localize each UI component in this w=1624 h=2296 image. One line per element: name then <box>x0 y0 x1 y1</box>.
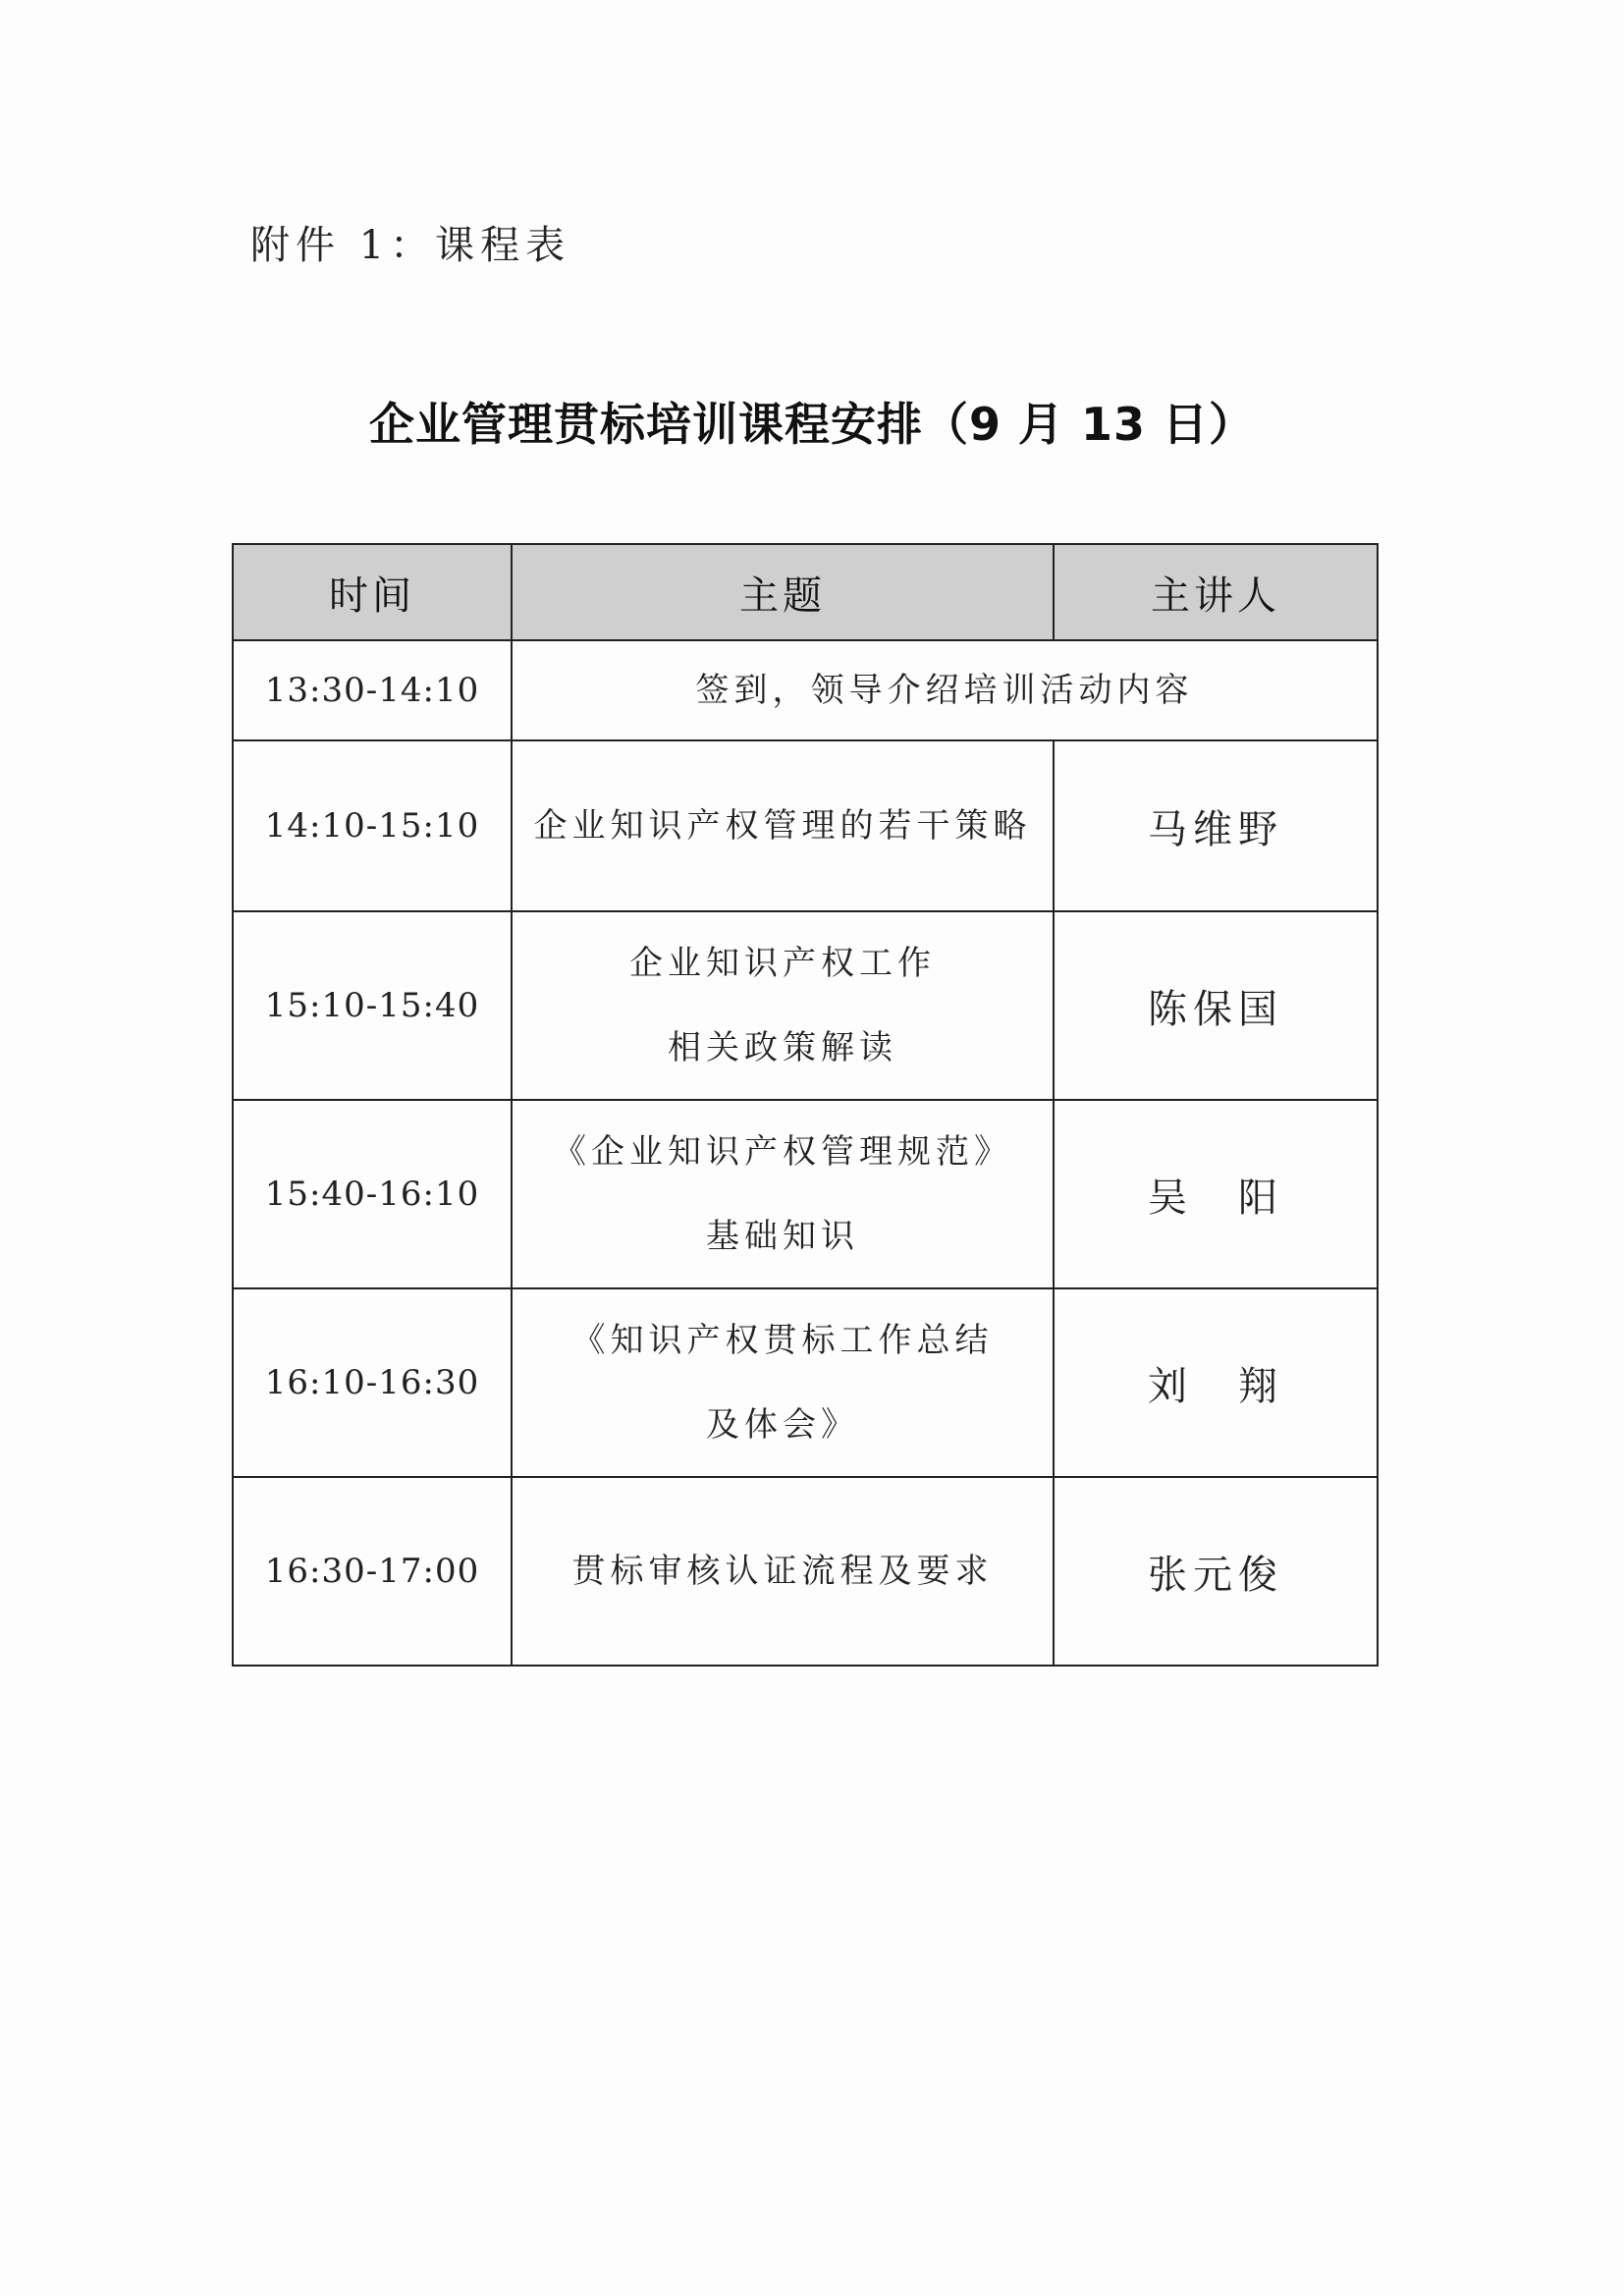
table-header-row <box>233 544 1378 640</box>
table-row <box>233 740 1378 911</box>
topic-cell <box>512 1100 1054 1288</box>
topic-line: 《企业知识产权管理规范》 <box>553 1132 1012 1172</box>
speaker-cell: 陈保国 <box>1054 911 1378 1100</box>
table-row <box>233 1288 1378 1477</box>
topic-line: 相关政策解读 <box>668 1028 897 1067</box>
table-row <box>233 640 1378 740</box>
speaker-cell: 张元俊 <box>1054 1477 1378 1666</box>
topic-line: 签到，领导介绍培训活动内容 <box>695 671 1194 710</box>
header-time: 时间 <box>233 544 512 640</box>
time-cell: 15:40-16:10 <box>233 1100 512 1288</box>
header-speaker: 主讲人 <box>1054 544 1378 640</box>
time-cell: 14:10-15:10 <box>233 740 512 911</box>
topic-line: 基础知识 <box>706 1217 859 1256</box>
topic-line: 贯标审核认证流程及要求 <box>571 1552 994 1591</box>
topic-cell <box>512 640 1378 740</box>
topic-cell <box>512 740 1054 911</box>
speaker-cell: 刘 翔 <box>1054 1288 1378 1477</box>
table-row <box>233 1100 1378 1288</box>
topic-line: 《知识产权贯标工作总结 <box>571 1321 994 1360</box>
document-title: 企业管理贯标培训课程安排（9 月 13 日） <box>368 398 1256 451</box>
topic-line: 企业知识产权工作 <box>629 944 936 983</box>
time-cell: 16:30-17:00 <box>233 1477 512 1666</box>
time-cell: 15:10-15:40 <box>233 911 512 1100</box>
topic-line: 及体会》 <box>706 1405 859 1445</box>
header-topic: 主题 <box>512 544 1054 640</box>
attachment-label: 附件 1：课程表 <box>250 223 571 268</box>
table-row <box>233 911 1378 1100</box>
topic-cell <box>512 1477 1054 1666</box>
time-cell: 13:30-14:10 <box>233 640 512 740</box>
topic-cell <box>512 911 1054 1100</box>
topic-line: 企业知识产权管理的若干策略 <box>533 806 1032 846</box>
topic-cell <box>512 1288 1054 1477</box>
speaker-cell: 吴 阳 <box>1054 1100 1378 1288</box>
speaker-cell: 马维野 <box>1054 740 1378 911</box>
table-row <box>233 1477 1378 1666</box>
course-schedule-table <box>232 543 1379 1667</box>
time-cell: 16:10-16:30 <box>233 1288 512 1477</box>
